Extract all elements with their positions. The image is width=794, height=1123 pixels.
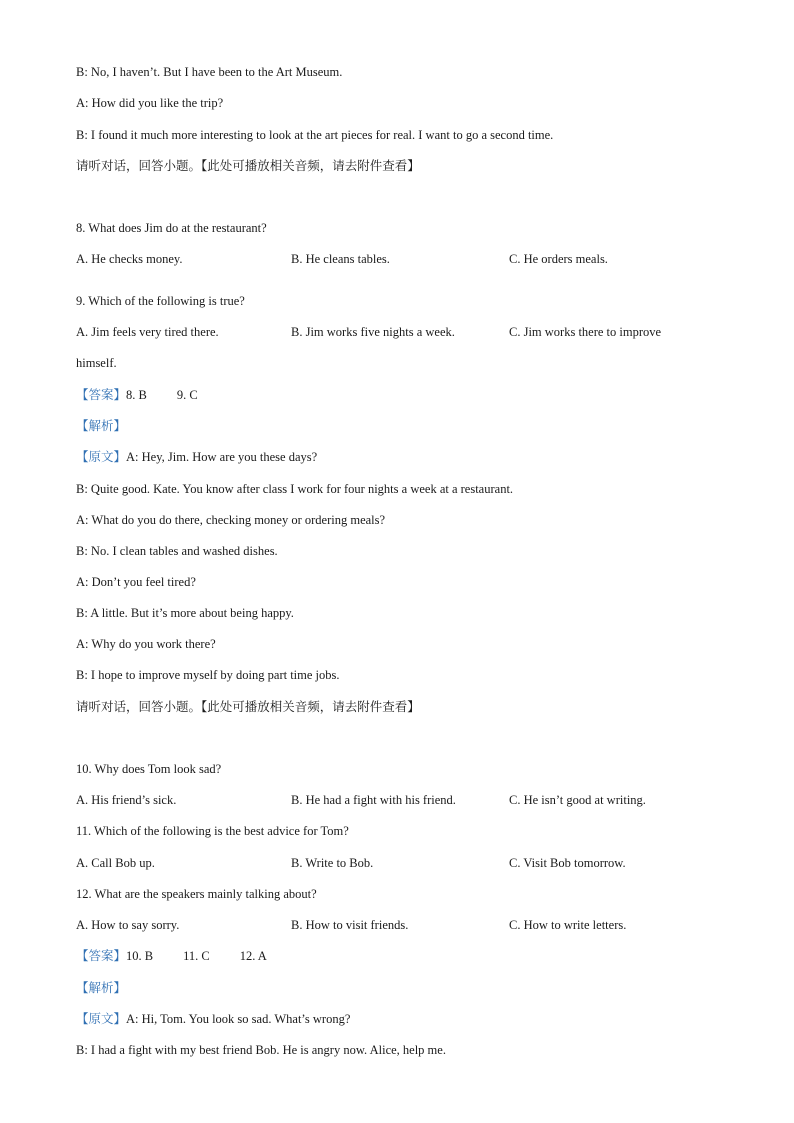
q9-option-c: C. Jim works there to improve <box>509 325 662 339</box>
dialogue-line: A: Why do you work there? <box>76 637 216 651</box>
answer: 9. C <box>176 388 198 402</box>
analysis-tag: 【解析】 <box>76 418 127 433</box>
dialogue-line: B: I hope to improve myself by doing part time jobs. <box>76 668 340 682</box>
q9-option-a: A. Jim feels very tired there. <box>76 325 219 339</box>
q10-option-b: B. He had a fight with his friend. <box>291 793 456 807</box>
dialogue-line: A: Don’t you feel tired? <box>76 575 196 589</box>
q10-option-c: C. He isn’t good at writing. <box>509 793 646 807</box>
q11-option-b: B. Write to Bob. <box>291 856 374 870</box>
original-tag: 【原文】 <box>76 1011 127 1026</box>
q8-option-b: B. He cleans tables. <box>291 252 390 266</box>
q11-option-c: C. Visit Bob tomorrow. <box>509 856 626 870</box>
answer-tag: 【答案】 <box>76 387 127 402</box>
dialogue-line: B: I found it much more interesting to look at the art pieces for real. I want to go a second time. <box>76 128 554 142</box>
original-tag: 【原文】 <box>76 449 127 464</box>
dialogue-line: A: Hey, Jim. How are you these days? <box>126 450 318 464</box>
original-text-line <box>76 1011 350 1027</box>
q11-option-a: A. Call Bob up. <box>76 856 155 870</box>
q8-option-a: A. He checks money. <box>76 252 183 266</box>
dialogue-line: A: Hi, Tom. You look so sad. What’s wrong? <box>126 1012 351 1026</box>
question-12: 12. What are the speakers mainly talking about? <box>76 887 317 901</box>
dialogue-line: A: What do you do there, checking money or ordering meals? <box>76 513 386 527</box>
original-text-line <box>76 449 317 465</box>
q12-option-b: B. How to visit friends. <box>291 918 409 932</box>
dialogue-line: B: No. I clean tables and washed dishes. <box>76 544 278 558</box>
q12-option-c: C. How to write letters. <box>509 918 627 932</box>
dialogue-line: B: A little. But it’s more about being happy. <box>76 606 294 620</box>
question-8: 8. What does Jim do at the restaurant? <box>76 221 267 235</box>
question-9: 9. Which of the following is true? <box>76 294 245 308</box>
dialogue-line: B: No, I haven’t. But I have been to the Art Museum. <box>76 65 343 79</box>
q10-option-a: A. His friend’s sick. <box>76 793 177 807</box>
listen-prompt: 请听对话，回答小题。【此处可播放相关音频，请去附件查看】 <box>76 699 420 714</box>
analysis-tag: 【解析】 <box>76 980 127 995</box>
answer: 12. A <box>239 949 267 963</box>
dialogue-line: A: How did you like the trip? <box>76 96 224 110</box>
q12-option-a: A. How to say sorry. <box>76 918 180 932</box>
answer-line <box>76 948 267 964</box>
answer-tag: 【答案】 <box>76 948 127 963</box>
question-10: 10. Why does Tom look sad? <box>76 762 222 776</box>
listen-prompt: 请听对话，回答小题。【此处可播放相关音频，请去附件查看】 <box>76 158 420 173</box>
dialogue-line: B: Quite good. Kate. You know after class I work for four nights a week at a restaurant. <box>76 482 514 496</box>
answer-line <box>76 387 198 403</box>
q9-option-c-continued: himself. <box>76 356 117 370</box>
q8-option-c: C. He orders meals. <box>509 252 608 266</box>
answer: 11. C <box>183 949 210 963</box>
dialogue-line: B: I had a fight with my best friend Bob. He is angry now. Alice, help me. <box>76 1043 446 1057</box>
question-11: 11. Which of the following is the best advice for Tom? <box>76 824 349 838</box>
q9-option-b: B. Jim works five nights a week. <box>291 325 455 339</box>
answer: 8. B <box>126 388 147 402</box>
answer: 10. B <box>126 949 154 963</box>
